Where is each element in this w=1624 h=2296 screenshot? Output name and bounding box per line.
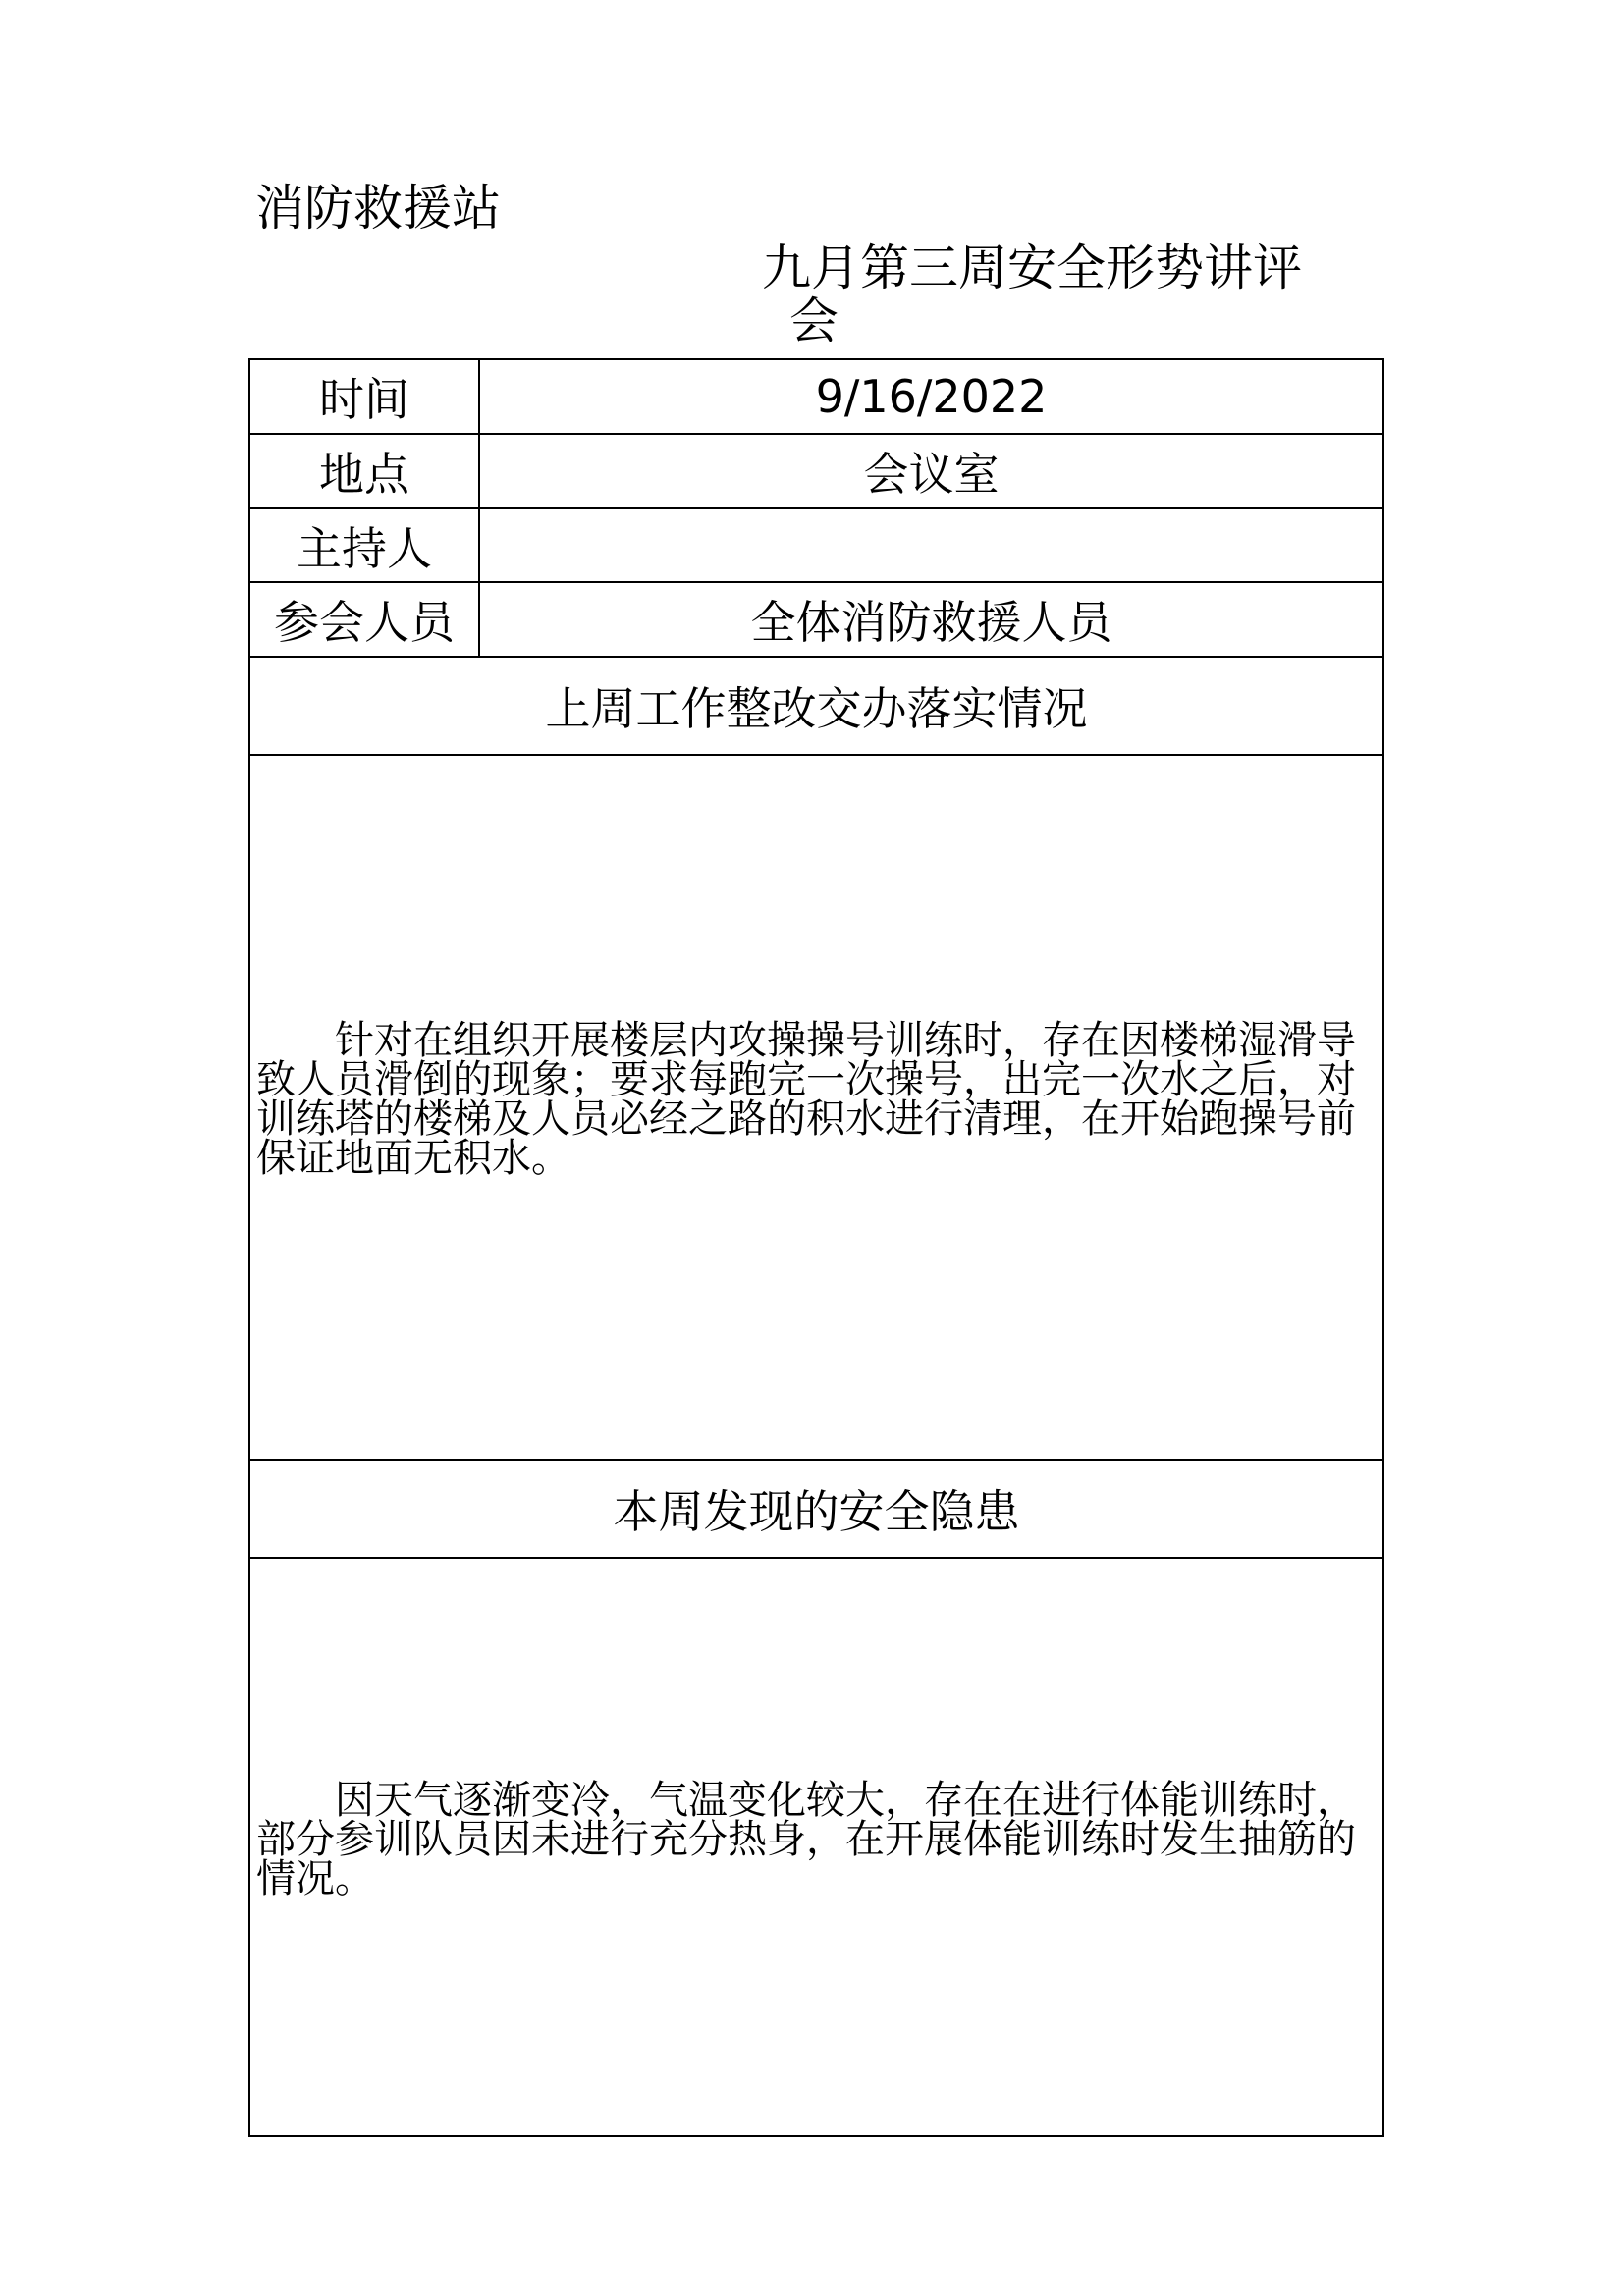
last-week-content: 针对在组织开展楼层内攻操操号训练时，存在因楼梯湿滑导致人员滑倒的现象；要求每跑完一次操号，出完一次水之后，对训练塔的楼梯及人员必经之路的积水进行清理，在开始跑操号前保证地面无积水。 [256, 1018, 1356, 1181]
host-value [480, 509, 1382, 581]
last-week-content-cell [250, 756, 1382, 1461]
time-label: 时间 [250, 360, 480, 433]
station-name: 消防救援站 [255, 180, 501, 237]
this-week-section-title: 本周发现的安全隐患 [250, 1461, 1382, 1559]
attendees-label: 参会人员 [250, 583, 480, 656]
place-row [250, 435, 1382, 509]
place-label: 地点 [250, 435, 480, 507]
host-label: 主持人 [250, 509, 480, 581]
place-value: 会议室 [863, 448, 1000, 501]
this-week-content-cell [250, 1559, 1382, 2137]
time-row [250, 360, 1382, 435]
meeting-title [762, 241, 1390, 347]
last-week-section-title: 上周工作整改交办落实情况 [250, 658, 1382, 756]
attendees-value: 全体消防救援人员 [750, 596, 1112, 649]
meeting-title-line2: 会 [789, 293, 839, 349]
host-row [250, 509, 1382, 583]
meeting-record-table [248, 358, 1384, 2137]
meeting-title-line1: 九月第三周安全形势讲评 [762, 240, 1302, 296]
this-week-content: 因天气逐渐变冷，气温变化较大，存在在进行体能训练时，部分参训队员因未进行充分热身，在开展体能训练时发生抽筋的情况。 [256, 1778, 1356, 1901]
attendees-row [250, 583, 1382, 658]
time-value: 9/16/2022 [815, 370, 1048, 423]
